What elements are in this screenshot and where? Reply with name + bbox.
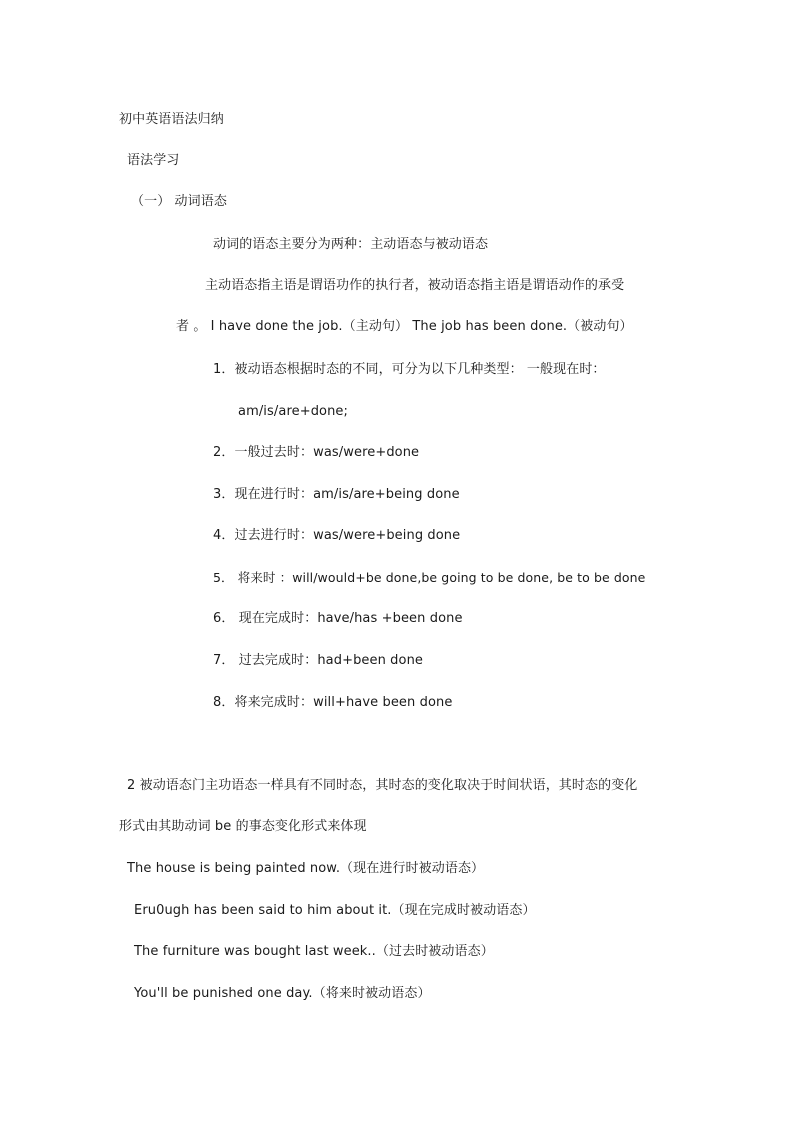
list-item-number: 1． (213, 362, 235, 377)
list-item-1 (213, 361, 606, 379)
list-item-number: 3． (213, 487, 235, 502)
example-sentence: The house is being painted now.（现在进行时被动语态） (127, 861, 485, 876)
list-item-text: 现在进行时：am/is/are+being done (234, 487, 460, 502)
list-item-8 (213, 694, 452, 712)
example-sentence: The furniture was bought last week..（过去时被动语态） (134, 944, 494, 959)
list-item-text: 一般过去时：was/were+done (234, 445, 420, 460)
list-item-number: 2． (213, 445, 235, 460)
list-item-3 (213, 486, 460, 504)
list-item-text: 将来完成时：will+have been done (234, 695, 453, 710)
list-item-4 (213, 527, 460, 545)
list-item-text: 过去进行时：was/were+being done (234, 528, 461, 543)
list-item-text: 被动语态根据时态的不同，可分为以下几种类型： 一般现在时： (234, 362, 606, 377)
example-sentence: You'll be punished one day.（将来时被动语态） (134, 986, 431, 1001)
subsection-heading: （一） 动词语态 (131, 194, 227, 209)
paragraph-2-line-1: 2 被动语态门主功语态一样具有不同时态，其时态的变化取决于时间状语，其时态的变化 (127, 778, 638, 793)
document-title: 初中英语语法归纳 (119, 112, 224, 127)
list-item-2 (213, 444, 419, 462)
list-item-number: 8． (213, 695, 235, 710)
list-item-text: am/is/are+done; (238, 404, 349, 419)
list-item-number: 7． (213, 653, 235, 668)
intro-line-2: 主动语态指主语是谓语功作的执行者，被动语态指主语是谓语动作的承受 (205, 278, 625, 293)
list-item-number: 5． (213, 570, 234, 585)
list-item-text: 现在完成时：have/has +been done (234, 611, 463, 626)
paragraph-2-line-2: 形式由其助动词 be 的事态变化形式来体现 (119, 819, 367, 834)
list-item-6 (213, 610, 463, 628)
intro-line-1: 动词的语态主要分为两种：主动语态与被动语态 (213, 237, 489, 252)
list-item-7 (213, 652, 423, 670)
list-item-number: 6． (213, 611, 235, 626)
list-item-text: 将来时 ：will/would+be done,be going to be done, be to be done (233, 570, 646, 585)
example-sentence: Eru0ugh has been said to him about it.（现在完成时被动语态） (134, 903, 536, 918)
intro-line-3: 者 。 I have done the job.（主动句） The job has been done.（被动句） (176, 319, 633, 334)
section-heading: 语法学习 (127, 153, 180, 168)
list-item-number: 4． (213, 528, 235, 543)
list-item-1-continued (238, 403, 348, 421)
list-item-5 (213, 569, 645, 587)
list-item-text: 过去完成时：had+been done (234, 653, 424, 668)
